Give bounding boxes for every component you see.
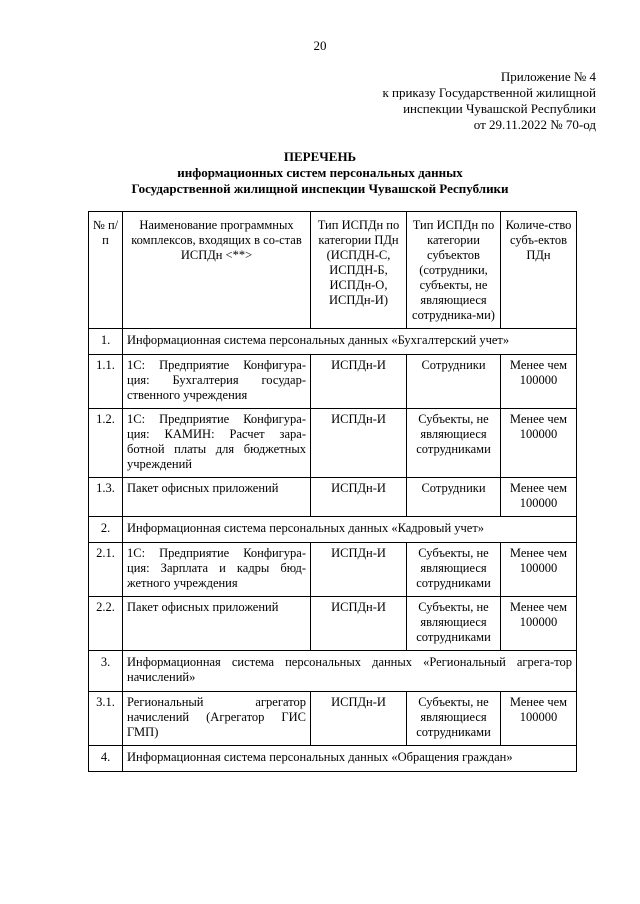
table-row (89, 329, 577, 355)
row-count: Менее чем 100000 (501, 478, 577, 517)
row-type: ИСПДн-И (311, 478, 407, 517)
appendix-order-ref: к приказу Государственной жилищной (382, 85, 596, 100)
header-name: Наименование программных комплексов, входящих в со-став ИСПДн <**> (123, 212, 311, 329)
row-num: 1.1. (89, 355, 123, 409)
row-subjects: Субъекты, не являющиеся сотрудниками (407, 597, 501, 651)
row-num: 3.1. (89, 692, 123, 746)
row-num: 3. (89, 651, 123, 692)
header-type: Тип ИСПДн по категории ПДн (ИСПДН-С, ИСПДН-Б, ИСПДн-О, ИСПДн-И) (311, 212, 407, 329)
table-row (89, 517, 577, 543)
row-count: Менее чем 100000 (501, 409, 577, 478)
row-num: 2.2. (89, 597, 123, 651)
table-header-row (89, 212, 577, 329)
row-name: 1С: Предприятие Конфигура-ция: КАМИН: Расчет зара-ботной платы для бюджетных учреждений (123, 409, 311, 478)
table-row (89, 478, 577, 517)
row-num: 1.3. (89, 478, 123, 517)
row-subjects: Субъекты, не являющиеся сотрудниками (407, 692, 501, 746)
document-heading (0, 149, 640, 197)
table-row (89, 409, 577, 478)
header-num: № п/п (89, 212, 123, 329)
appendix-authority: инспекции Чувашской Республики (403, 101, 596, 116)
heading-organization: Государственной жилищной инспекции Чувашской Республики (131, 181, 509, 196)
row-subjects: Субъекты, не являющиеся сотрудниками (407, 543, 501, 597)
table-row (89, 746, 577, 772)
row-count: Менее чем 100000 (501, 597, 577, 651)
section-title: Информационная система персональных данных «Региональный агрега-тор начислений» (123, 651, 577, 692)
row-subjects: Сотрудники (407, 478, 501, 517)
row-name: 1С: Предприятие Конфигура-ция: Зарплата и кадры бюд-жетного учреждения (123, 543, 311, 597)
row-type: ИСПДн-И (311, 692, 407, 746)
section-title: Информационная система персональных данных «Бухгалтерский учет» (123, 329, 577, 355)
row-count: Менее чем 100000 (501, 543, 577, 597)
row-subjects: Субъекты, не являющиеся сотрудниками (407, 409, 501, 478)
row-subjects: Сотрудники (407, 355, 501, 409)
row-type: ИСПДн-И (311, 355, 407, 409)
appendix-title: Приложение № 4 (500, 69, 596, 84)
page-number: 20 (313, 38, 327, 53)
header-count: Количе-ство субъ-ектов ПДн (501, 212, 577, 329)
ispdn-table (88, 211, 577, 772)
row-name: Пакет офисных приложений (123, 478, 311, 517)
appendix-block (382, 69, 596, 133)
table-row (89, 692, 577, 746)
header-subjects: Тип ИСПДн по категории субъектов (сотрудники, субъекты, не являющиеся сотрудника-ми) (407, 212, 501, 329)
row-num: 2.1. (89, 543, 123, 597)
table-row (89, 355, 577, 409)
table-row (89, 597, 577, 651)
row-num: 2. (89, 517, 123, 543)
row-type: ИСПДн-И (311, 409, 407, 478)
row-type: ИСПДн-И (311, 597, 407, 651)
heading-subtitle: информационных систем персональных данных (177, 165, 463, 180)
row-count: Менее чем 100000 (501, 692, 577, 746)
row-num: 1. (89, 329, 123, 355)
row-type: ИСПДн-И (311, 543, 407, 597)
table-row (89, 651, 577, 692)
row-num: 1.2. (89, 409, 123, 478)
section-title: Информационная система персональных данных «Кадровый учет» (123, 517, 577, 543)
row-name: Пакет офисных приложений (123, 597, 311, 651)
heading-title: ПЕРЕЧЕНЬ (283, 149, 357, 164)
row-name: 1С: Предприятие Конфигура-ция: Бухгалтерия государ-ственного учреждения (123, 355, 311, 409)
table-row (89, 543, 577, 597)
appendix-date: от 29.11.2022 № 70-од (473, 117, 596, 132)
section-title: Информационная система персональных данных «Обращения граждан» (123, 746, 577, 772)
row-name: Региональный агрегатор начислений (Агрегатор ГИС ГМП) (123, 692, 311, 746)
row-num: 4. (89, 746, 123, 772)
row-count: Менее чем 100000 (501, 355, 577, 409)
